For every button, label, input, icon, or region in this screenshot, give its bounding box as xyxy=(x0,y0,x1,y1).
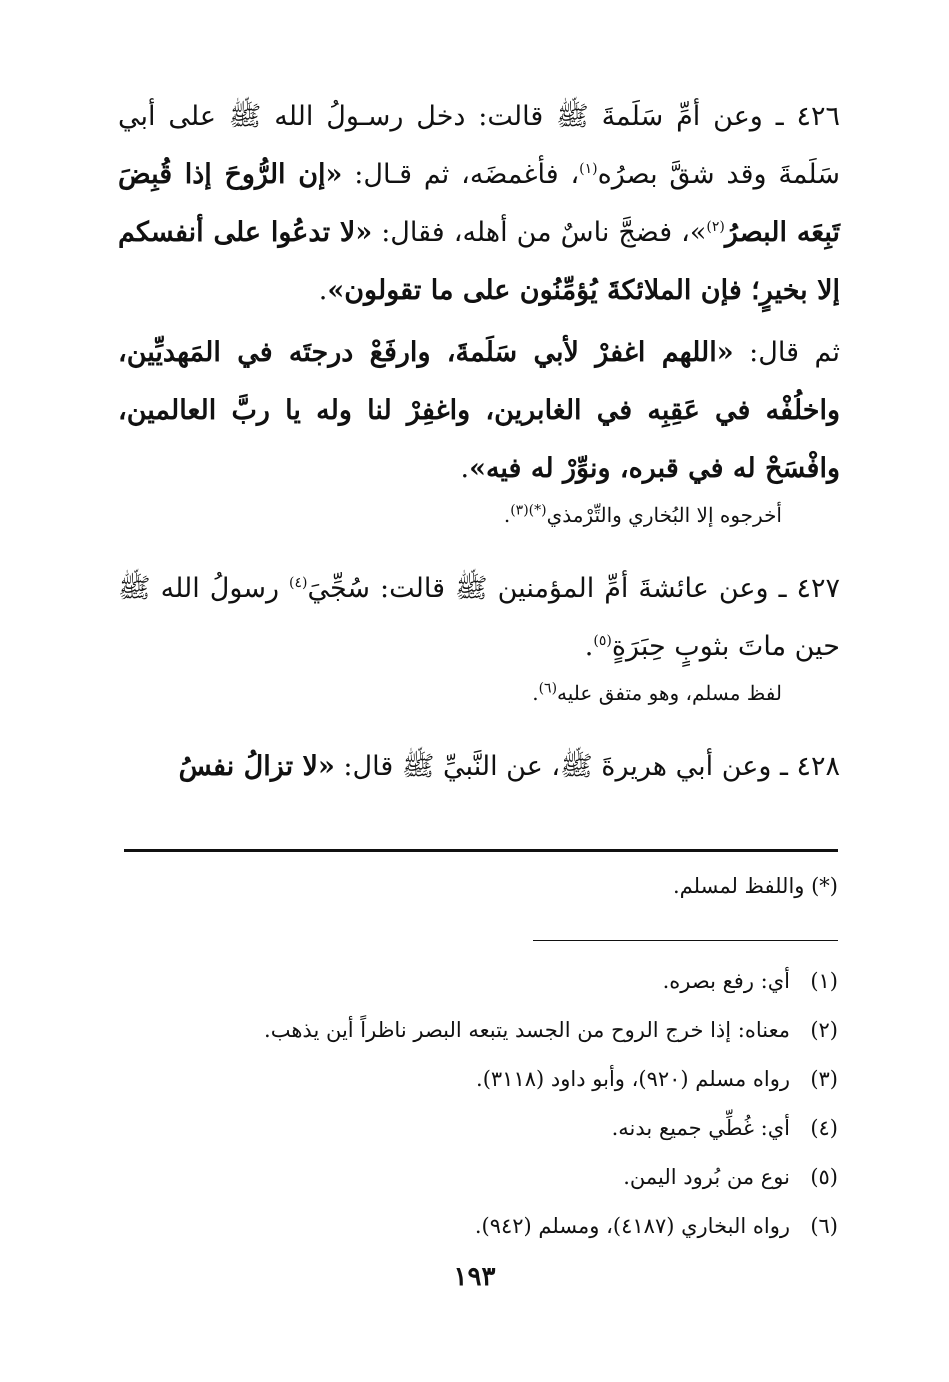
footnote-item xyxy=(124,1202,838,1251)
hadith-text: ثم قال: xyxy=(733,337,840,368)
footnote-text: نوع من بُرود اليمن. xyxy=(623,1165,790,1189)
footnote-ref: (*)(٣) xyxy=(510,502,547,519)
footnote-separator-line xyxy=(533,940,838,941)
prophetic-quote: «لا تزالُ نفسُ xyxy=(178,751,335,782)
footnote-text: معناه: إذا خرج الروح من الجسد يتبعه البصر ناظراً أين يذهب. xyxy=(264,1018,790,1042)
footnote-item xyxy=(124,1104,838,1153)
hadith-text: وعن أمِّ سَلَمةَ ﷺ قالت: دخل رسـولُ الله ﷺ على أبي سَلَمةَ وقد شقَّ بصرُه xyxy=(118,101,840,190)
prophetic-quote: «اللهم اغفرْ لأبي سَلَمةَ، وارفَعْ درجتَه في المَهديِّين، واخلُفْه في عَقِبِه في الغابرين، واغفِرْ لنا وله يا ربَّ العالمين، وافْسَحْ له في قبره، ونوِّرْ له فيه» xyxy=(118,337,840,484)
punctuation: . xyxy=(460,453,470,484)
hadith-text: وعن عائشةَ أمِّ المؤمنين ﷺ قالت: سُجِّيَ xyxy=(307,573,769,604)
footnote-item xyxy=(124,1055,838,1104)
page-number: ١٩٣ xyxy=(453,1262,496,1292)
hadith-426 xyxy=(118,88,840,320)
hadith-text: »، فضجَّ ناسٌ من أهله، فقال: xyxy=(372,217,707,248)
hadith-text: رسولُ الله ﷺ حين ماتَ بثوبٍ حِبَرَةٍ xyxy=(118,573,840,662)
footnote-ref: (٢) xyxy=(706,219,725,235)
footnote-list xyxy=(124,957,838,1251)
main-separator-line xyxy=(124,849,838,852)
prophetic-quote: «إن الرُّوحَ إذا قُبِضَ تَبِعَه البصرُ xyxy=(118,159,840,248)
footnote-item xyxy=(124,957,838,1006)
source-note-text: لفظ مسلم، وهو متفق عليه xyxy=(557,681,782,705)
hadith-number: ٤٢٦ ـ xyxy=(775,101,840,132)
hadith-text: وعن أبي هريرةَ ﷺ، عن النَّبيِّ ﷺ قال: xyxy=(334,751,772,782)
footnote-number: (٥) xyxy=(810,1165,838,1189)
footnote-item xyxy=(124,1006,838,1055)
footnote-text: أي: غُطِّي جميع بدنه. xyxy=(611,1116,790,1140)
footnote-ref: (٤) xyxy=(289,575,308,591)
punctuation: . xyxy=(584,631,594,662)
footnote-item xyxy=(124,1153,838,1202)
hadith-number: ٤٢٧ ـ xyxy=(778,573,841,604)
footnote-text: رواه البخاري (٤١٨٧)، ومسلم (٩٤٢). xyxy=(474,1214,790,1238)
prophetic-quote: «لا تدعُوا على أنفسكم إلا بخيرٍ؛ فإن الملائكةَ يُؤمِّنُون على ما تقولون» xyxy=(118,217,840,306)
hadith-427 xyxy=(118,560,840,676)
footnote-text: رواه مسلم (٩٢٠)، وأبو داود (٣١١٨). xyxy=(476,1067,790,1091)
footnote-ref: (٦) xyxy=(538,680,558,697)
hadith-428 xyxy=(118,738,840,796)
footnote-text: أي: رفع بصره. xyxy=(662,969,790,993)
source-note-427 xyxy=(118,676,840,710)
footnote-number: (٣) xyxy=(810,1067,838,1091)
source-note-text: أخرجوه إلا البُخاري والتِّرْمذي xyxy=(546,503,782,527)
footnote-ref: (١) xyxy=(579,161,598,177)
punctuation: . xyxy=(503,503,511,527)
footnote-number: (١) xyxy=(810,969,838,993)
footnote-number: (٢) xyxy=(810,1018,838,1042)
footnote-number: (٦) xyxy=(810,1214,838,1238)
source-note-426 xyxy=(118,498,840,532)
hadith-426-continuation xyxy=(118,324,840,498)
footnote-ref: (٥) xyxy=(593,633,612,649)
main-text xyxy=(118,88,840,796)
hadith-number: ٤٢٨ ـ xyxy=(779,751,840,782)
punctuation: . xyxy=(532,681,539,705)
hadith-text: ، فأغمضَه، ثم قـال: xyxy=(342,159,580,190)
star-footnote: (*) واللفظ لمسلم. xyxy=(673,874,838,898)
punctuation: . xyxy=(318,275,328,306)
footnote-number: (٤) xyxy=(810,1116,838,1140)
